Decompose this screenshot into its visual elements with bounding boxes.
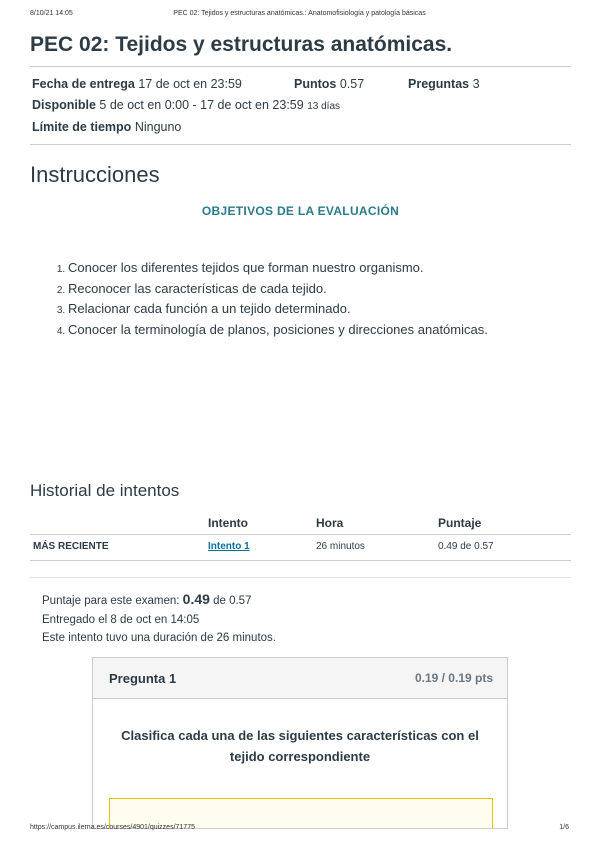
- quiz-meta: [30, 66, 571, 145]
- divider: [30, 577, 571, 578]
- objectives-title: OBJETIVOS DE LA EVALUACIÓN: [201, 204, 400, 218]
- time-limit-label: Límite de tiempo: [32, 120, 132, 134]
- print-page: 1/6: [559, 824, 569, 831]
- history-heading: Historial de intentos: [30, 481, 180, 500]
- col-score: Puntaje: [438, 512, 571, 535]
- row-score: 0.49 de 0.57: [438, 535, 571, 561]
- print-footer: [30, 824, 569, 831]
- table-header-row: [30, 512, 571, 535]
- points-value: 0.57: [339, 77, 365, 91]
- quiz-content: [30, 30, 571, 648]
- question-card: [92, 657, 508, 829]
- objective-item: 3. Relacionar cada función a un tejido determinado.: [68, 299, 571, 320]
- available-label: Disponible: [32, 98, 96, 112]
- questions-value: 3: [472, 77, 480, 91]
- instructions-heading: Instrucciones: [30, 162, 160, 187]
- attempts-table: [30, 512, 571, 561]
- meta-row-3: [32, 117, 571, 138]
- objective-item: 1. Conocer los diferentes tejidos que forman nuestro organismo.: [68, 258, 571, 279]
- available-value: 5 de oct en 0:00 - 17 de oct en 23:59: [99, 98, 304, 112]
- print-url: https://campus.ilerna.es/courses/4901/quizzes/71775: [30, 824, 195, 831]
- question-text: Clasifica cada una de las siguientes características con el tejido correspondiente: [121, 728, 479, 764]
- table-row: [30, 535, 571, 561]
- duration-text: Este intento tuvo una duración de 26 minutos.: [42, 632, 276, 644]
- attempt-link[interactable]: Intento 1: [208, 541, 250, 552]
- page-title: PEC 02: Tejidos y estructuras anatómicas.: [30, 33, 453, 56]
- score-label: Puntaje para este examen:: [42, 595, 180, 607]
- objective-item: 4. Conocer la terminología de planos, posiciones y direcciones anatómicas.: [68, 320, 571, 341]
- due-value: 17 de oct en 23:59: [138, 77, 242, 91]
- print-date: 8/10/21 14:05: [30, 10, 73, 17]
- points-label: Puntos: [294, 77, 337, 91]
- question-title: Pregunta 1: [109, 670, 177, 686]
- score-info: [42, 590, 571, 648]
- available-days: 13 días: [307, 101, 341, 112]
- score-value: 0.49: [182, 591, 210, 607]
- print-header: [30, 10, 569, 17]
- objective-item: 2. Reconocer las características de cada tejido.: [68, 279, 571, 300]
- questions-label: Preguntas: [408, 77, 470, 91]
- score-of: de 0.57: [213, 595, 252, 607]
- row-time: 26 minutos: [316, 535, 438, 561]
- meta-row-2: [32, 95, 571, 117]
- time-limit-value: Ninguno: [134, 120, 182, 134]
- objectives-list: [30, 258, 571, 340]
- submitted-text: Entregado el 8 de oct en 14:05: [42, 613, 200, 626]
- meta-row-1: [32, 74, 571, 95]
- print-doc-title: PEC 02: Tejidos y estructuras anatómicas.: Anatomofisiología y patología básicas: [173, 10, 426, 17]
- col-time: Hora: [316, 512, 438, 535]
- question-header: [93, 658, 507, 699]
- row-label: MÁS RECIENTE: [30, 535, 208, 561]
- due-label: Fecha de entrega: [32, 77, 135, 91]
- col-attempt: Intento: [208, 512, 316, 535]
- question-points: 0.19 / 0.19 pts: [414, 671, 493, 685]
